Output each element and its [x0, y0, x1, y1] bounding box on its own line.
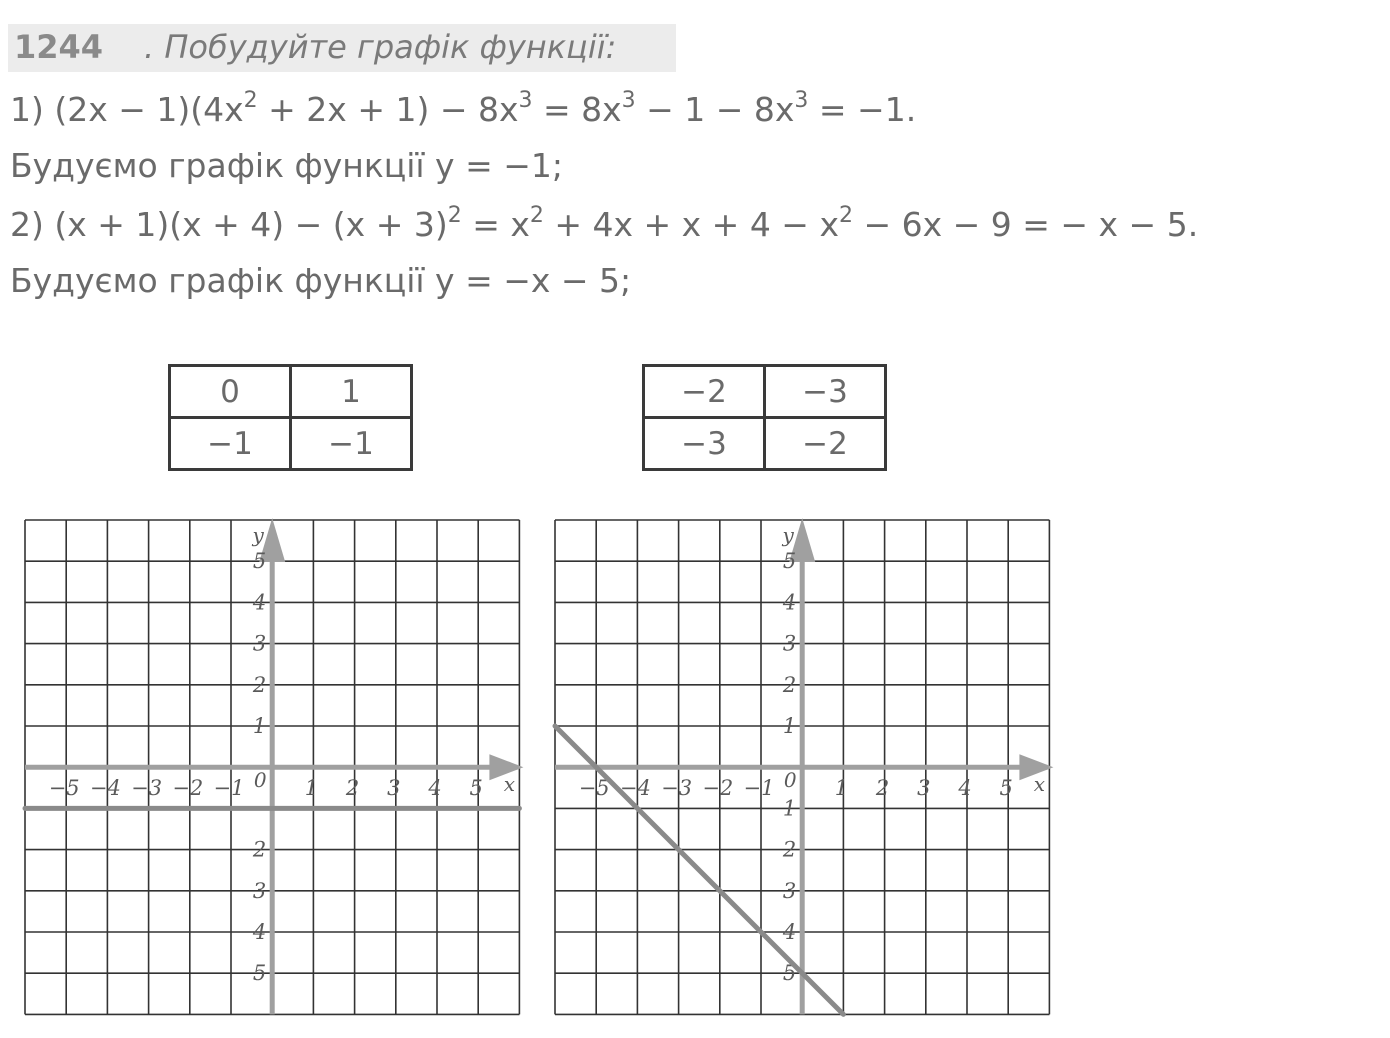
eq1-exp: 2	[243, 88, 258, 113]
y-tick-label: 3	[252, 631, 267, 656]
x-tick-label: 3	[917, 776, 931, 801]
graph-y-equals-minus-1	[20, 515, 530, 1025]
x-tick-label: 5	[999, 776, 1013, 801]
x-tick-label: 2	[875, 776, 890, 801]
x-tick-label: −3	[131, 776, 163, 801]
y-tick-label: 5	[782, 961, 797, 986]
value-table-2	[642, 364, 887, 471]
x-tick-label: −2	[702, 776, 734, 801]
y-tick-label: 4	[782, 920, 797, 944]
y-tick-label: 3	[782, 878, 797, 903]
y-tick-label: 4	[252, 590, 267, 615]
x-tick-label: 2	[345, 776, 360, 801]
y-tick-label: 4	[782, 590, 797, 615]
eq2-exp: 2	[838, 203, 853, 228]
eq1-part: = 8x	[532, 90, 622, 129]
y-tick-label: 1	[782, 796, 797, 821]
table-cell: −3	[765, 366, 886, 418]
value-table-1	[168, 364, 413, 471]
eq2-part: 2) (x + 1)(x + 4) − (x + 3)	[10, 205, 448, 244]
table-cell: −1	[291, 418, 412, 470]
build-line-2: Будуємо графік функції y = −x − 5;	[10, 261, 632, 300]
x-tick-label: −4	[619, 776, 651, 801]
eq2-part: − 6x − 9 = − x − 5.	[852, 205, 1199, 244]
table-cell: −2	[644, 366, 765, 418]
y-tick-label: 5	[252, 961, 267, 986]
table-cell: 0	[170, 366, 291, 418]
x-tick-label: 1	[304, 776, 319, 801]
table-cell: −1	[170, 418, 291, 470]
y-tick-label: 4	[252, 920, 267, 944]
y-tick-label: 2	[252, 672, 267, 697]
eq1-exp: 3	[621, 88, 636, 113]
exercise-number: 1244	[14, 28, 104, 66]
y-tick-label: 5	[252, 549, 267, 574]
exercise-instruction: . Побудуйте графік функції:	[144, 28, 617, 66]
x-tick-label: −1	[743, 776, 775, 801]
y-axis-label: y	[782, 523, 794, 547]
exercise-title	[8, 24, 676, 72]
origin-label: 0	[783, 768, 797, 793]
equation-2	[10, 205, 1198, 244]
x-tick-label: 5	[469, 776, 483, 801]
table-cell: 1	[291, 366, 412, 418]
x-tick-label: −1	[213, 776, 245, 801]
x-tick-label: 3	[387, 776, 401, 801]
y-axis-label: y	[252, 523, 264, 547]
build-line-1: Будуємо графік функції y = −1;	[10, 146, 563, 185]
y-tick-label: 1	[252, 714, 267, 738]
y-tick-label: 1	[782, 714, 797, 738]
graph-y-equals-minus-x-minus-5	[550, 515, 1060, 1025]
y-tick-label: 5	[782, 549, 797, 574]
x-axis-label: x	[503, 772, 516, 797]
eq1-exp: 3	[518, 88, 533, 113]
eq2-part: + 4x + x + 4 − x	[543, 205, 839, 244]
eq1-part: − 1 − 8x	[635, 90, 795, 129]
eq1-exp: 3	[794, 88, 809, 113]
y-tick-label: 2	[782, 672, 797, 697]
x-tick-label: −4	[89, 776, 121, 801]
eq1-part: + 2x + 1) − 8x	[257, 90, 519, 129]
eq2-part: = x	[461, 205, 530, 244]
y-tick-label: 3	[782, 631, 797, 656]
y-tick-label: 3	[252, 878, 267, 903]
eq2-exp: 2	[529, 203, 544, 228]
y-tick-label: 2	[252, 837, 267, 862]
table-cell: −3	[644, 418, 765, 470]
x-tick-label: 1	[834, 776, 849, 801]
table-cell: −2	[765, 418, 886, 470]
eq1-part: 1) (2x − 1)(4x	[10, 90, 244, 129]
x-tick-label: −3	[661, 776, 693, 801]
y-tick-label: 2	[782, 837, 797, 862]
eq2-exp: 2	[447, 203, 462, 228]
equation-1	[10, 90, 916, 129]
origin-label: 0	[253, 768, 267, 793]
x-axis-label: x	[1033, 772, 1046, 797]
x-tick-label: 4	[958, 776, 972, 801]
x-tick-label: 4	[428, 776, 442, 801]
eq1-part: = −1.	[808, 90, 917, 129]
x-tick-label: −2	[172, 776, 204, 801]
x-tick-label: −5	[578, 776, 610, 801]
x-tick-label: −5	[48, 776, 80, 801]
